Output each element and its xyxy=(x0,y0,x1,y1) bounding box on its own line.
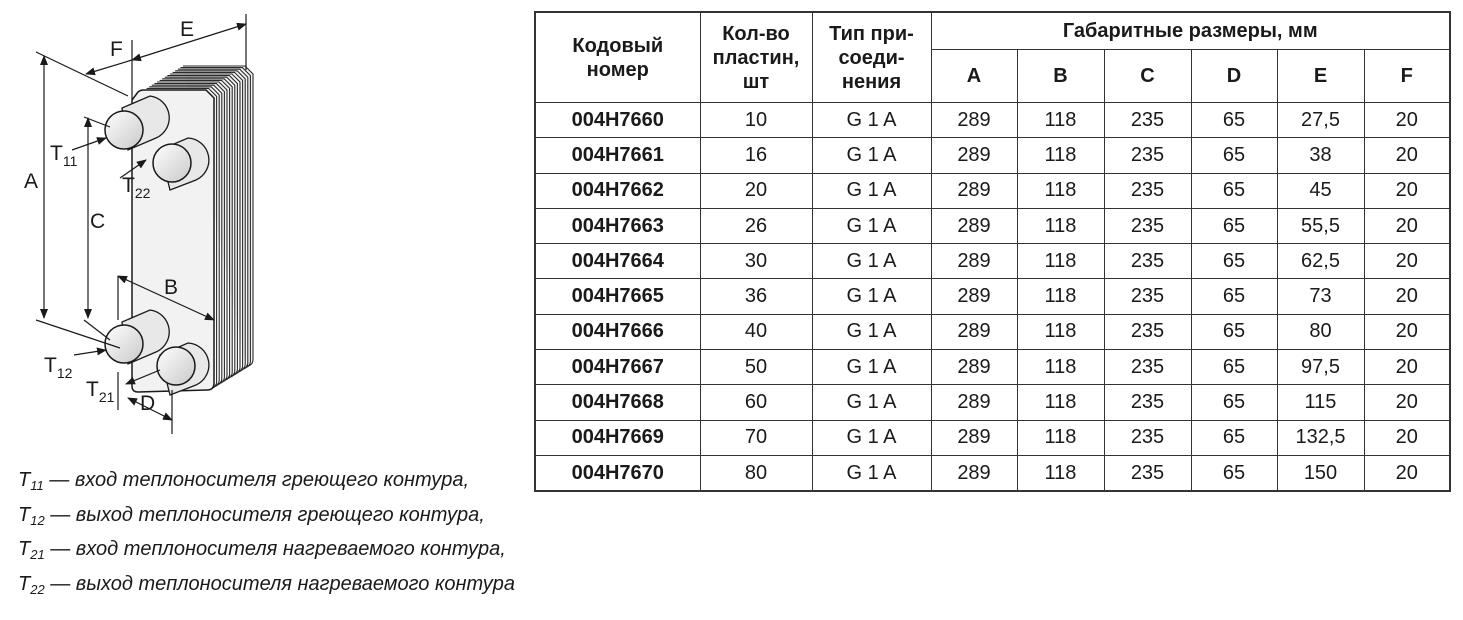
cell-f: 20 xyxy=(1364,103,1450,138)
cell-f: 20 xyxy=(1364,455,1450,491)
cell-b: 118 xyxy=(1017,279,1104,314)
heat-exchanger-diagram xyxy=(0,0,530,465)
table-row xyxy=(535,279,1450,314)
cell-code: 004H7670 xyxy=(535,455,700,491)
label-t11: $T_{11}$ xyxy=(50,142,78,169)
cell-f: 20 xyxy=(1364,385,1450,420)
cell-conn: G 1 A xyxy=(812,314,931,349)
cell-conn: G 1 A xyxy=(812,420,931,455)
cell-e: 132,5 xyxy=(1277,420,1364,455)
cell-c: 235 xyxy=(1104,455,1191,491)
cell-a: 289 xyxy=(931,138,1017,173)
cell-c: 235 xyxy=(1104,350,1191,385)
cell-b: 118 xyxy=(1017,208,1104,243)
cell-code: 004H7661 xyxy=(535,138,700,173)
header-plates: Кол-во пластин, шт xyxy=(700,12,812,103)
cell-a: 289 xyxy=(931,420,1017,455)
header-a: A xyxy=(931,50,1017,103)
cell-plates: 80 xyxy=(700,455,812,491)
cell-plates: 36 xyxy=(700,279,812,314)
cell-code: 004H7663 xyxy=(535,208,700,243)
cell-conn: G 1 A xyxy=(812,385,931,420)
cell-e: 55,5 xyxy=(1277,208,1364,243)
cell-code: 004H7668 xyxy=(535,385,700,420)
cell-b: 118 xyxy=(1017,455,1104,491)
cell-code: 004H7667 xyxy=(535,350,700,385)
label-F: F xyxy=(110,38,123,61)
cell-e: 73 xyxy=(1277,279,1364,314)
header-b: B xyxy=(1017,50,1104,103)
cell-code: 004H7666 xyxy=(535,314,700,349)
cell-c: 235 xyxy=(1104,314,1191,349)
cell-e: 97,5 xyxy=(1277,350,1364,385)
legend-item: $T_{11}$ — вход теплоносителя греющего контура, xyxy=(18,469,470,493)
cell-c: 235 xyxy=(1104,385,1191,420)
cell-d: 65 xyxy=(1191,103,1277,138)
cell-code: 004H7665 xyxy=(535,279,700,314)
cell-d: 65 xyxy=(1191,420,1277,455)
cell-b: 118 xyxy=(1017,244,1104,279)
cell-e: 27,5 xyxy=(1277,103,1364,138)
cell-b: 118 xyxy=(1017,103,1104,138)
cell-c: 235 xyxy=(1104,279,1191,314)
cell-b: 118 xyxy=(1017,420,1104,455)
header-connection: Тип при- соеди- нения xyxy=(812,12,931,103)
cell-f: 20 xyxy=(1364,420,1450,455)
cell-plates: 30 xyxy=(700,244,812,279)
cell-e: 45 xyxy=(1277,173,1364,208)
table-row xyxy=(535,138,1450,173)
cell-d: 65 xyxy=(1191,208,1277,243)
cell-e: 38 xyxy=(1277,138,1364,173)
cell-d: 65 xyxy=(1191,385,1277,420)
cell-code: 004H7662 xyxy=(535,173,700,208)
cell-d: 65 xyxy=(1191,350,1277,385)
cell-f: 20 xyxy=(1364,244,1450,279)
header-f: F xyxy=(1364,50,1450,103)
cell-conn: G 1 A xyxy=(812,103,931,138)
cell-c: 235 xyxy=(1104,420,1191,455)
cell-plates: 50 xyxy=(700,350,812,385)
cell-plates: 10 xyxy=(700,103,812,138)
cell-e: 80 xyxy=(1277,314,1364,349)
cell-a: 289 xyxy=(931,350,1017,385)
cell-code: 004H7669 xyxy=(535,420,700,455)
cell-plates: 70 xyxy=(700,420,812,455)
cell-conn: G 1 A xyxy=(812,173,931,208)
label-t12: $T_{12}$ xyxy=(44,354,73,381)
label-E: E xyxy=(180,18,195,41)
cell-b: 118 xyxy=(1017,385,1104,420)
table-row xyxy=(535,208,1450,243)
cell-a: 289 xyxy=(931,279,1017,314)
cell-plates: 26 xyxy=(700,208,812,243)
cell-c: 235 xyxy=(1104,138,1191,173)
cell-a: 289 xyxy=(931,455,1017,491)
legend-item: $T_{21}$ — вход теплоносителя нагреваемого контура, xyxy=(18,538,506,562)
legend-item: $T_{22}$ — выход теплоносителя нагреваемого контура xyxy=(18,572,515,597)
cell-a: 289 xyxy=(931,173,1017,208)
label-C: C xyxy=(90,210,106,233)
cell-a: 289 xyxy=(931,103,1017,138)
cell-c: 235 xyxy=(1104,208,1191,243)
cell-f: 20 xyxy=(1364,314,1450,349)
cell-c: 235 xyxy=(1104,103,1191,138)
label-D: D xyxy=(140,392,156,415)
table-row xyxy=(535,350,1450,385)
header-c: C xyxy=(1104,50,1191,103)
cell-d: 65 xyxy=(1191,138,1277,173)
table-row xyxy=(535,103,1450,138)
cell-b: 118 xyxy=(1017,350,1104,385)
cell-d: 65 xyxy=(1191,244,1277,279)
header-e: E xyxy=(1277,50,1364,103)
cell-b: 118 xyxy=(1017,314,1104,349)
cell-a: 289 xyxy=(931,385,1017,420)
cell-c: 235 xyxy=(1104,173,1191,208)
cell-f: 20 xyxy=(1364,138,1450,173)
cell-e: 62,5 xyxy=(1277,244,1364,279)
header-d: D xyxy=(1191,50,1277,103)
cell-c: 235 xyxy=(1104,244,1191,279)
cell-a: 289 xyxy=(931,244,1017,279)
legend-item: $T_{12}$ — выход теплоносителя греющего контура, xyxy=(18,503,485,528)
cell-f: 20 xyxy=(1364,279,1450,314)
cell-plates: 20 xyxy=(700,173,812,208)
label-B: B xyxy=(164,276,179,299)
cell-code: 004H7660 xyxy=(535,103,700,138)
cell-code: 004H7664 xyxy=(535,244,700,279)
header-dimensions: Габаритные размеры, мм xyxy=(931,12,1450,50)
table-row xyxy=(535,173,1450,208)
cell-conn: G 1 A xyxy=(812,279,931,314)
table-row xyxy=(535,455,1450,491)
table-row xyxy=(535,244,1450,279)
cell-conn: G 1 A xyxy=(812,350,931,385)
cell-plates: 60 xyxy=(700,385,812,420)
label-t21: $T_{21}$ xyxy=(86,378,115,405)
cell-f: 20 xyxy=(1364,173,1450,208)
cell-conn: G 1 A xyxy=(812,138,931,173)
cell-b: 118 xyxy=(1017,173,1104,208)
spec-table xyxy=(534,11,1451,492)
table-row xyxy=(535,314,1450,349)
cell-conn: G 1 A xyxy=(812,455,931,491)
header-code: Кодовый номер xyxy=(535,12,700,103)
label-t22: $T_{22}$ xyxy=(122,174,151,201)
label-A: A xyxy=(24,170,39,193)
legend xyxy=(18,466,515,604)
table-row xyxy=(535,420,1450,455)
cell-plates: 40 xyxy=(700,314,812,349)
cell-a: 289 xyxy=(931,208,1017,243)
cell-d: 65 xyxy=(1191,173,1277,208)
cell-d: 65 xyxy=(1191,455,1277,491)
cell-d: 65 xyxy=(1191,279,1277,314)
table-body xyxy=(535,103,1450,492)
cell-e: 115 xyxy=(1277,385,1364,420)
cell-e: 150 xyxy=(1277,455,1364,491)
cell-conn: G 1 A xyxy=(812,208,931,243)
cell-b: 118 xyxy=(1017,138,1104,173)
cell-f: 20 xyxy=(1364,208,1450,243)
cell-plates: 16 xyxy=(700,138,812,173)
table-row xyxy=(535,385,1450,420)
cell-a: 289 xyxy=(931,314,1017,349)
cell-f: 20 xyxy=(1364,350,1450,385)
cell-d: 65 xyxy=(1191,314,1277,349)
cell-conn: G 1 A xyxy=(812,244,931,279)
